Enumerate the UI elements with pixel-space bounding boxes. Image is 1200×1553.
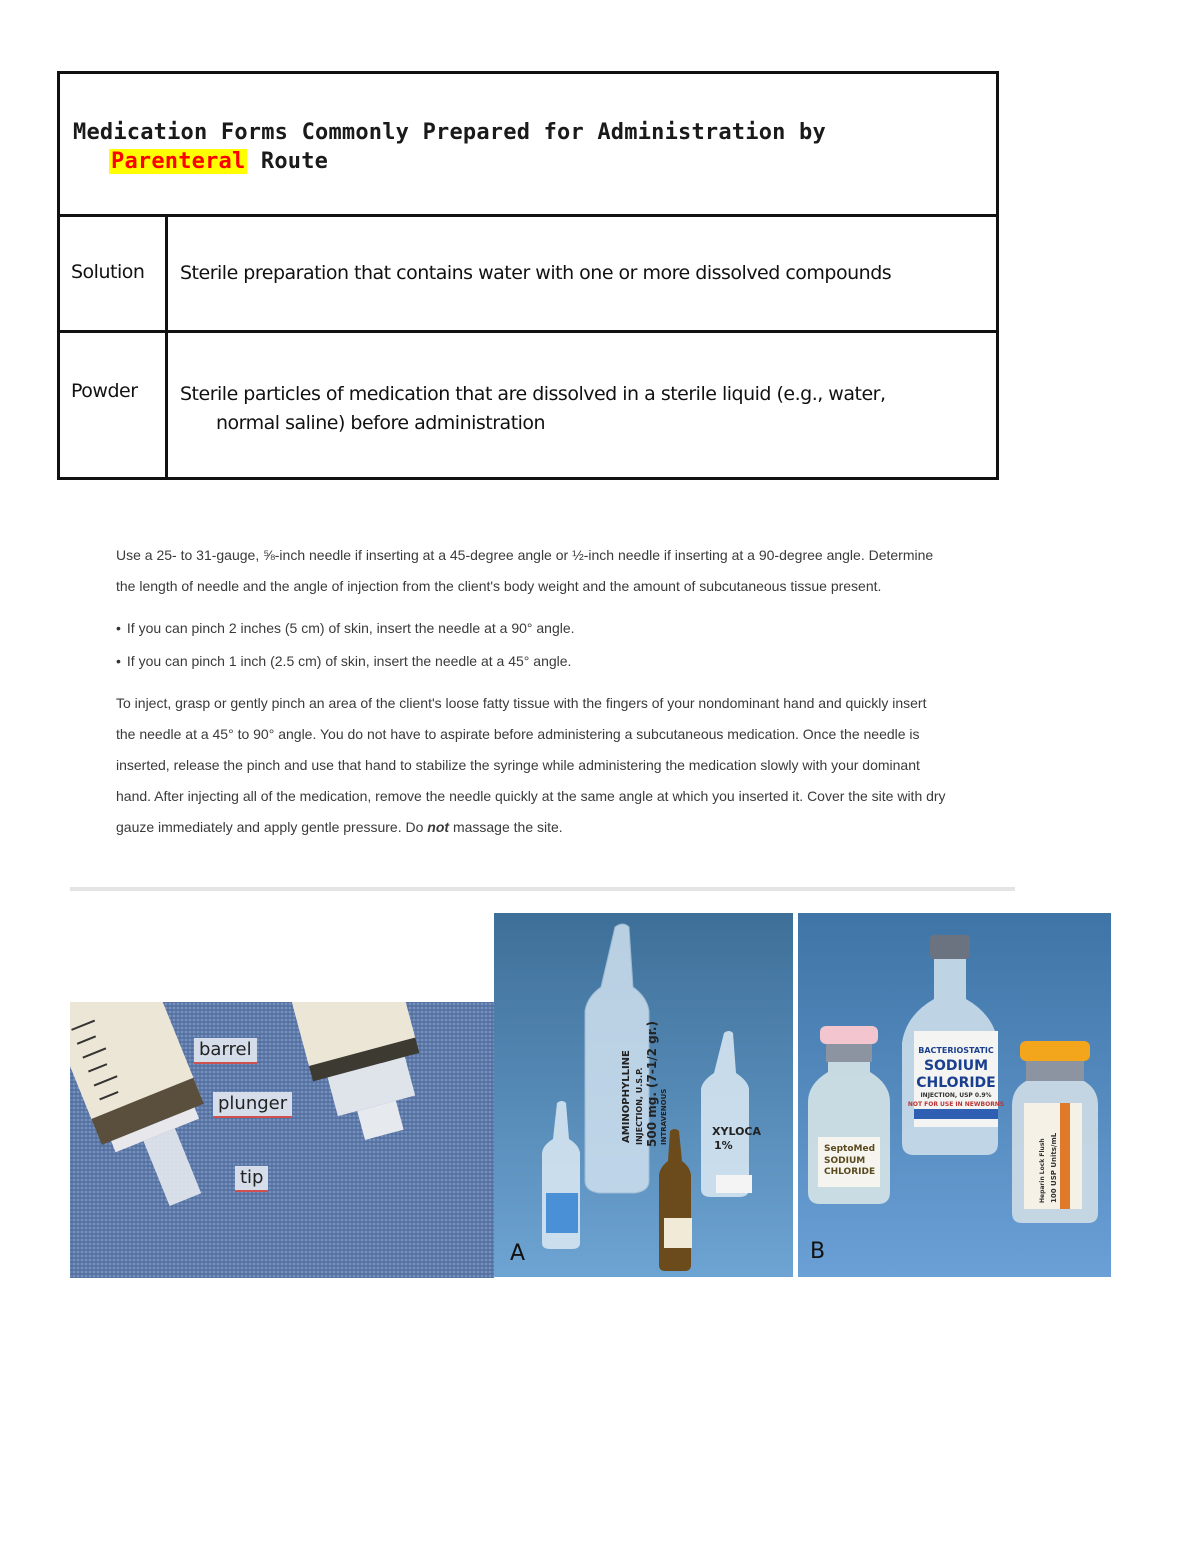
text-line: To inject, grasp or gently pinch an area of the client's loose fatty tissue with the fingers of your nondominant hand and quickly insert — [116, 695, 927, 711]
injection-instructions — [116, 540, 1016, 843]
text-line: the length of needle and the angle of injection from the client's body weight and the amount of subcutaneous tissue present. — [116, 578, 882, 594]
svg-text:INJECTION, U.S.P.: INJECTION, U.S.P. — [635, 1067, 644, 1145]
paragraph-needle-selection — [116, 540, 1016, 602]
table-title — [73, 118, 826, 176]
svg-text:500 mg. (7-1/2 gr.): 500 mg. (7-1/2 gr.) — [645, 1021, 659, 1147]
ampules-illustration — [494, 913, 793, 1277]
description-line: Sterile preparation that contains water with one or more dissolved compounds — [180, 262, 892, 284]
svg-text:1%: 1% — [714, 1139, 733, 1152]
text-line: Use a 25- to 31-gauge, ⅝-inch needle if inserting at a 45-degree angle or ½-inch needle if inserting at a 90-degree angle. Determine — [116, 547, 934, 563]
row-description-powder — [168, 333, 996, 477]
section-divider — [70, 887, 1015, 891]
medication-forms-table — [57, 71, 999, 480]
table-title-row — [60, 74, 996, 217]
text-line: hand. After injecting all of the medication, remove the needle quickly at the same angle at which you inserted it. Cover the site with dry — [116, 788, 946, 804]
row-description-solution — [168, 217, 996, 330]
emphasis-not: not — [427, 819, 450, 835]
text-line: gauze immediately and apply gentle pressure. Do — [116, 819, 428, 835]
bullet-item: • If you can pinch 2 inches (5 cm) of skin, insert the needle at a 90° angle. — [116, 612, 1016, 645]
description-line: Sterile particles of medication that are dissolved in a sterile liquid (e.g., water, — [180, 383, 886, 405]
barrel-label: barrel — [194, 1038, 257, 1064]
title-line1: Medication Forms Commonly Prepared for Administration by — [73, 120, 826, 145]
title-line2-rest: Route — [247, 149, 329, 174]
svg-text:SeptoMed: SeptoMed — [824, 1144, 876, 1154]
svg-text:XYLOCA: XYLOCA — [712, 1125, 762, 1138]
svg-text:SODIUM: SODIUM — [923, 1058, 989, 1074]
vials-photo-b — [798, 913, 1111, 1277]
table-row — [60, 333, 996, 477]
plunger-label: plunger — [213, 1092, 292, 1118]
row-label-powder: Powder — [60, 333, 168, 477]
svg-text:CHLORIDE: CHLORIDE — [824, 1167, 876, 1177]
svg-text:BACTERIOSTATIC: BACTERIOSTATIC — [918, 1046, 994, 1055]
svg-text:NOT FOR USE IN NEWBORNS: NOT FOR USE IN NEWBORNS — [907, 1101, 1005, 1108]
svg-text:INJECTION, USP 0.9%: INJECTION, USP 0.9% — [920, 1092, 992, 1099]
row-label-solution: Solution — [60, 217, 168, 330]
tip-label: tip — [235, 1166, 268, 1192]
svg-text:CHLORIDE: CHLORIDE — [916, 1075, 996, 1091]
panel-letter-a: A — [510, 1241, 526, 1266]
svg-text:100 USP Units/mL: 100 USP Units/mL — [1050, 1132, 1058, 1203]
svg-text:INTRAVENOUS: INTRAVENOUS — [660, 1088, 668, 1145]
syringe-illustration — [70, 1002, 494, 1278]
text-line: the needle at a 45° to 90° angle. You do not have to aspirate before administering a subcutaneous medication. Once the needle is — [116, 726, 920, 742]
syringe-parts-photo — [70, 1002, 494, 1278]
svg-text:Heparin Lock Flush: Heparin Lock Flush — [1039, 1138, 1046, 1203]
description-line: normal saline) before administration — [216, 412, 546, 434]
bullet-item: • If you can pinch 1 inch (2.5 cm) of skin, insert the needle at a 45° angle. — [116, 645, 1016, 678]
paragraph-injection-technique — [116, 688, 1016, 843]
table-row — [60, 217, 996, 333]
text-line: massage the site. — [449, 819, 563, 835]
ampules-photo-a — [494, 913, 793, 1277]
parenteral-highlight: Parenteral — [111, 149, 246, 174]
svg-text:SODIUM: SODIUM — [824, 1156, 866, 1166]
ampule-label-text: AMINOPHYLLINE — [621, 1050, 632, 1143]
panel-letter-b: B — [810, 1239, 826, 1264]
pinch-bullets — [116, 612, 1016, 678]
vials-illustration — [798, 913, 1111, 1277]
text-line: inserted, release the pinch and use that hand to stabilize the syringe while administering the medication slowly with your dominant — [116, 757, 920, 773]
